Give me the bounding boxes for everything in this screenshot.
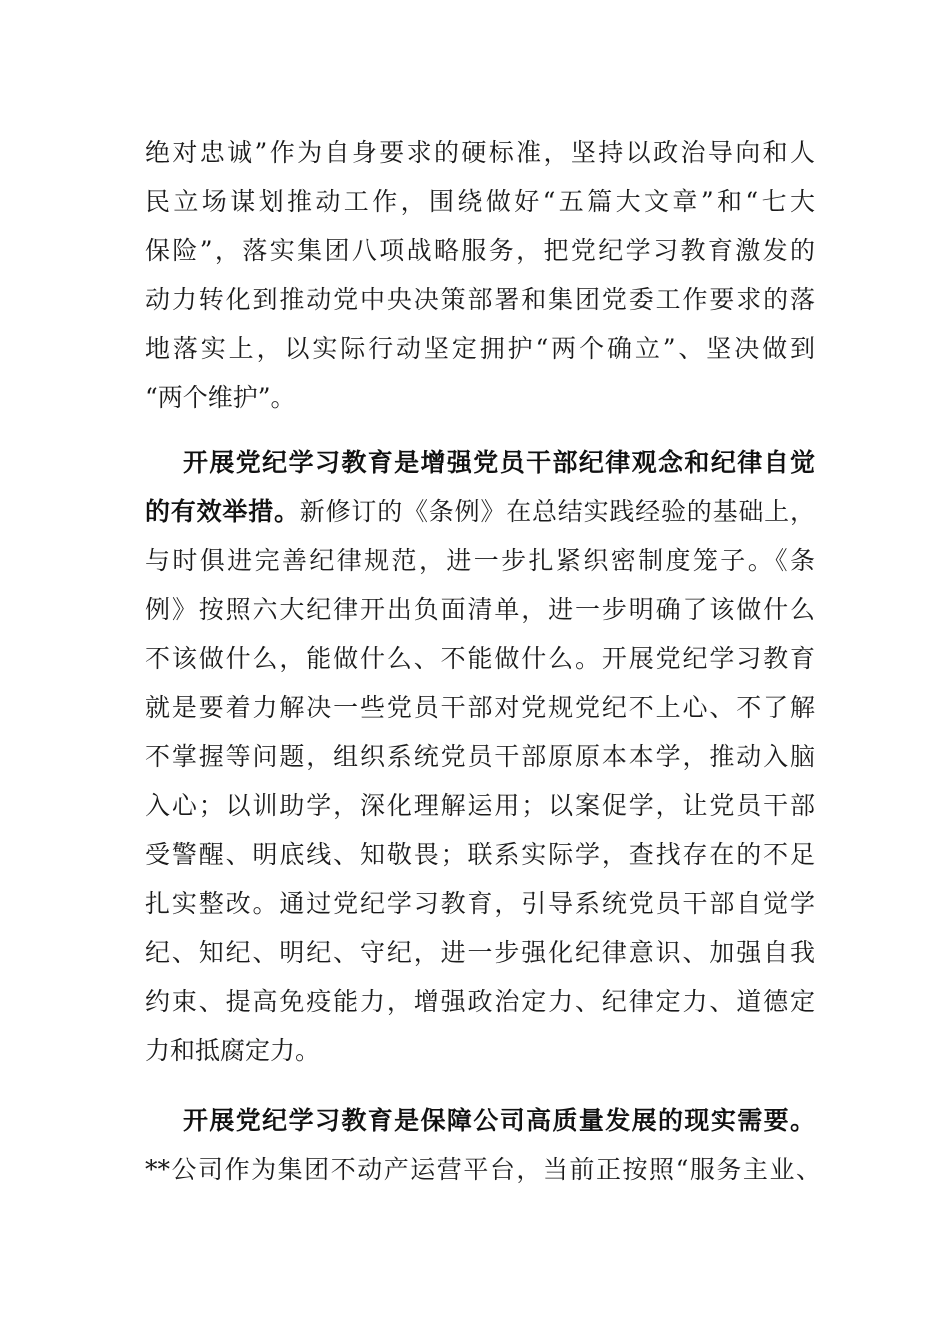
text-line: 不掌握等问题，组织系统党员干部原原本本学，推动入脑: [145, 742, 815, 771]
text-line: 就是要着力解决一些党员干部对党规党纪不上心、不了解: [145, 693, 815, 722]
text-line: 入心；以训助学，深化理解运用；以案促学，让党员干部: [145, 791, 815, 820]
text-line: 约束、提高免疫能力，增强政治定力、纪律定力、道德定: [145, 987, 815, 1016]
text-line: 地落实上，以实际行动坚定拥护“两个确立”、坚决做到: [145, 334, 815, 363]
text-line: 力和抵腐定力。: [145, 1036, 321, 1065]
text-line: 与时俱进完善纪律规范，进一步扎紧织密制度笼子。《条: [145, 546, 815, 575]
text-line: 纪、知纪、明纪、守纪，进一步强化纪律意识、加强自我: [145, 938, 815, 967]
text-line: 绝对忠诚”作为自身要求的硬标准，坚持以政治导向和人: [145, 138, 815, 167]
text-line: 民立场谋划推动工作，围绕做好“五篇大文章”和“七大: [145, 187, 815, 216]
text-line: **公司作为集团不动产运营平台，当前正按照“服务主业、: [145, 1155, 821, 1184]
text-run: 新修订的《条例》在总结实践经验的基础上，: [299, 497, 815, 526]
text-line: 不该做什么，能做什么、不能做什么。开展党纪学习教育: [145, 644, 815, 673]
text-line: “两个维护”。: [145, 383, 296, 412]
text-line: 受警醒、明底线、知敬畏；联系实际学，查找存在的不足: [145, 840, 815, 869]
text-line: [145, 492, 815, 532]
text-line: 例》按照六大纪律开出负面清单，进一步明确了该做什么: [145, 595, 815, 624]
paragraph-heading: 开展党纪学习教育是保障公司高质量发展的现实需要。: [183, 1106, 815, 1135]
text-line: 动力转化到推动党中央决策部署和集团党委工作要求的落: [145, 285, 815, 314]
text-line: 保险”，落实集团八项战略服务，把党纪学习教育激发的: [145, 236, 815, 265]
paragraph-heading: 开展党纪学习教育是增强党员干部纪律观念和纪律自觉: [183, 448, 815, 477]
text-line: 扎实整改。通过党纪学习教育，引导系统党员干部自觉学: [145, 889, 815, 918]
paragraph-heading-end: 的有效举措。: [145, 497, 300, 526]
